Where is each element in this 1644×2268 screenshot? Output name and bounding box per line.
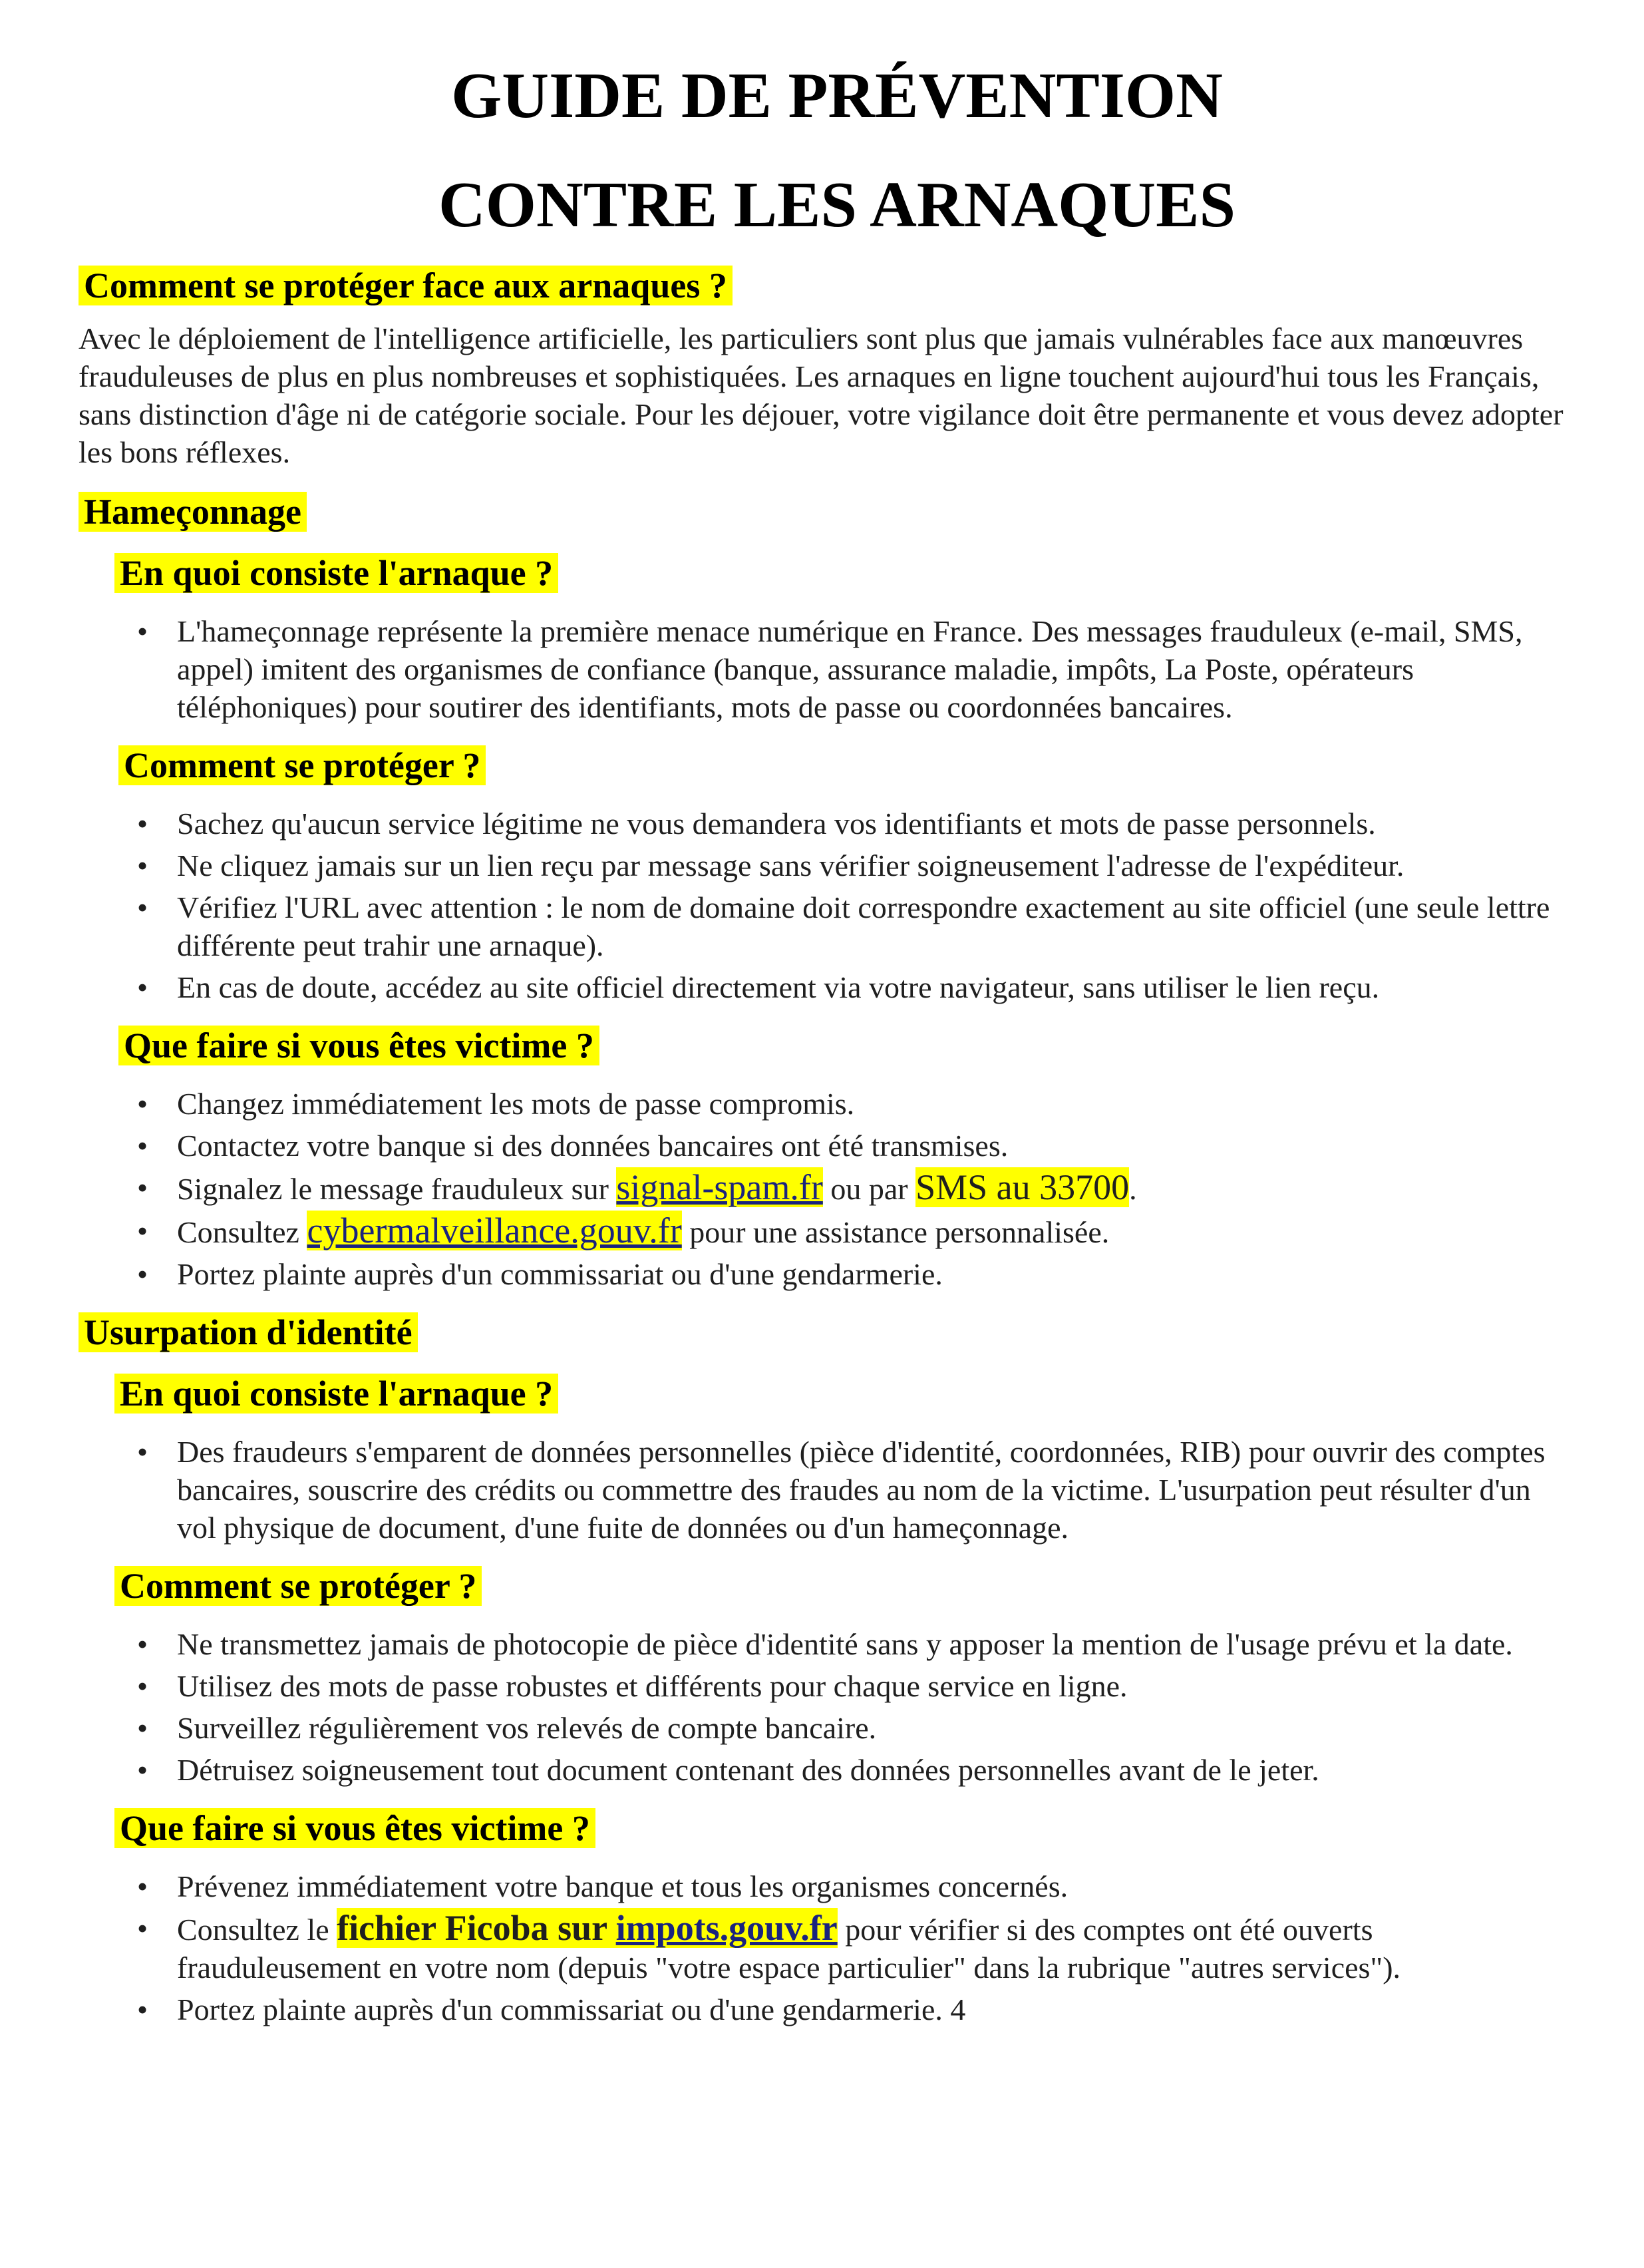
list-item: • Contactez votre banque si des données bancaires ont été transmises. [79, 1127, 1569, 1165]
list-item: • Sachez qu'aucun service légitime ne vous demandera vos identifiants et mots de passe personnels. [79, 805, 1569, 843]
list-item: • Portez plainte auprès d'un commissariat ou d'une gendarmerie. [79, 1255, 1569, 1293]
sms-number-highlight: SMS au 33700 [915, 1167, 1130, 1207]
list-item-consult [79, 1212, 1569, 1251]
phishing-protect-list [79, 805, 1569, 1006]
phishing-what-heading-text: En quoi consiste l'arnaque ? [114, 553, 558, 593]
list-item: • Prévenez immédiatement votre banque et tous les organismes concernés. [79, 1867, 1569, 1905]
list-item: • Des fraudeurs s'emparent de données personnelles (pièce d'identité, coordonnées, RIB) pour ouvrir des comptes bancaires, souscrire des crédits ou commettre des fraudes au nom de la victime. L'usurpation peut résulter d'un vol physique de document, d'une fuite de données ou d'un hameçonnage. [79, 1433, 1569, 1547]
list-item: • Ne transmettez jamais de photocopie de pièce d'identité sans y apposer la mention de l'usage prévu et la date. [79, 1625, 1569, 1663]
identity-what-heading-text: En quoi consiste l'arnaque ? [114, 1374, 558, 1414]
identity-victim-list [79, 1867, 1569, 2028]
list-item: • Utilisez des mots de passe robustes et différents pour chaque service en ligne. [79, 1667, 1569, 1705]
consult-post-text: pour une assistance personnalisée. [681, 1215, 1110, 1249]
list-item: • L'hameçonnage représente la première menace numérique en France. Des messages frauduleux (e-mail, SMS, appel) imitent des organismes de confiance (banque, assurance maladie, impôts, La Poste, opérateurs téléphoniques) pour soutirer des identifiants, mots de passe ou coordonnées bancaires. [79, 612, 1569, 726]
intro-heading [79, 264, 1569, 307]
section-heading-phishing-text: Hameçonnage [79, 492, 307, 532]
ficoba-post-text: pour vérifier si des comptes ont été ouverts frauduleusement en votre nom (depuis "votre espace particulier" dans la rubrique "autres services"). [177, 1913, 1401, 1984]
phishing-victim-list [79, 1085, 1569, 1293]
section-heading-identity [79, 1310, 1569, 1354]
list-item: • Détruisez soigneusement tout document contenant des données personnelles avant de le jeter. [79, 1751, 1569, 1789]
identity-victim-heading-text: Que faire si vous êtes victime ? [114, 1808, 595, 1848]
identity-victim-heading [114, 1806, 1569, 1850]
list-item: • Portez plainte auprès d'un commissariat ou d'une gendarmerie. 4 [79, 1990, 1569, 2028]
identity-protect-heading [114, 1564, 1569, 1608]
list-item: • Surveillez régulièrement vos relevés de compte bancaire. [79, 1709, 1569, 1747]
list-item-ficoba [79, 1909, 1569, 1986]
document-page [79, 40, 1569, 2028]
page-title-line2: CONTRE LES ARNAQUES [438, 169, 1236, 241]
cybermalveillance-link[interactable]: cybermalveillance.gouv.fr [307, 1211, 682, 1250]
list-item-signal [79, 1169, 1569, 1208]
identity-what-list [79, 1433, 1569, 1547]
consult-pre-text: Consultez [177, 1215, 307, 1249]
intro-paragraph: Avec le déploiement de l'intelligence artificielle, les particuliers sont plus que jamais vulnérables face aux manœuvres frauduleuses de plus en plus nombreuses et sophistiquées. Les arnaques en ligne touchent aujourd'hui tous les Français, sans distinction d'âge ni de catégorie sociale. Pour les déjouer, votre vigilance doit être permanente et vous devez adopter les bons réflexes. [79, 321, 1563, 469]
signal-pre-text: Signalez le message frauduleux sur [177, 1172, 617, 1206]
section-heading-phishing [79, 490, 1569, 534]
ficoba-pre-text: Consultez le [177, 1913, 337, 1947]
list-item: • Changez immédiatement les mots de passe compromis. [79, 1085, 1569, 1123]
signal-mid-text: ou par [822, 1172, 916, 1206]
identity-protect-heading-text: Comment se protéger ? [114, 1566, 482, 1606]
signal-post-text: . [1129, 1172, 1137, 1206]
phishing-victim-heading [118, 1024, 1569, 1067]
ficoba-bold-text: fichier Ficoba sur [337, 1908, 616, 1948]
identity-what-heading [114, 1372, 1569, 1416]
phishing-protect-heading-text: Comment se protéger ? [118, 745, 486, 785]
phishing-victim-heading-text: Que faire si vous êtes victime ? [118, 1026, 599, 1065]
phishing-what-list [79, 612, 1569, 726]
identity-protect-list [79, 1625, 1569, 1789]
list-item: • En cas de doute, accédez au site officiel directement via votre navigateur, sans utiliser le lien reçu. [79, 968, 1569, 1006]
list-item: • Vérifiez l'URL avec attention : le nom de domaine doit correspondre exactement au site officiel (une seule lettre différente peut trahir une arnaque). [79, 888, 1569, 964]
phishing-what-heading [114, 551, 1569, 595]
signal-spam-link[interactable]: signal-spam.fr [616, 1167, 823, 1207]
phishing-protect-heading [118, 743, 1569, 787]
list-item: • Ne cliquez jamais sur un lien reçu par message sans vérifier soigneusement l'adresse de l'expéditeur. [79, 847, 1569, 884]
impots-link[interactable]: impots.gouv.fr [615, 1908, 838, 1948]
page-title-line1: GUIDE DE PRÉVENTION [451, 60, 1223, 132]
section-heading-identity-text: Usurpation d'identité [79, 1312, 418, 1352]
intro-heading-text: Comment se protéger face aux arnaques ? [79, 266, 733, 305]
